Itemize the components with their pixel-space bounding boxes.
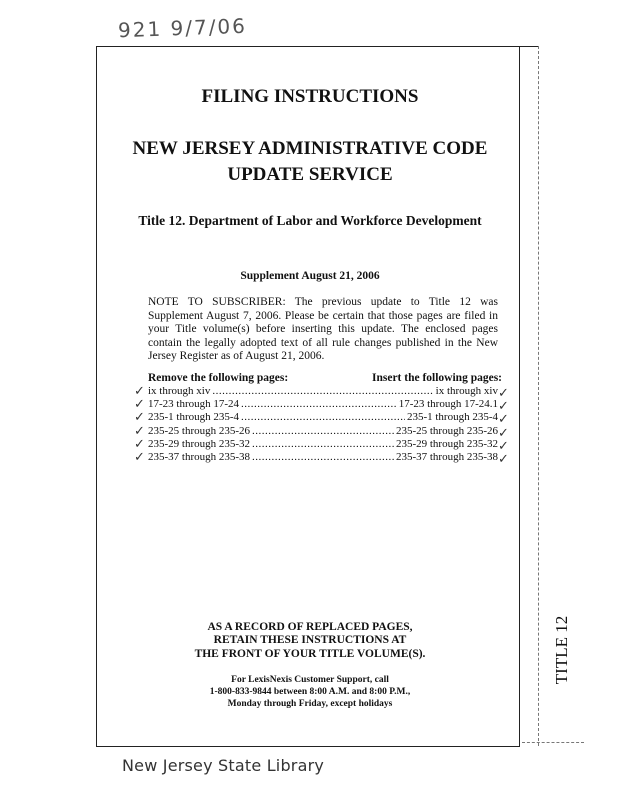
check-icon: ✓ bbox=[498, 385, 509, 400]
insert-range: 235-29 through 235-32 bbox=[395, 437, 498, 450]
side-tab-label: TITLE 12 bbox=[552, 615, 571, 685]
insert-pages-header: Insert the following pages: bbox=[372, 372, 503, 384]
tab-bottom-line bbox=[522, 742, 584, 743]
check-icon: ✓ bbox=[498, 411, 509, 427]
support-line-1: For LexisNexis Customer Support, call bbox=[231, 675, 389, 685]
dot-leader bbox=[252, 438, 394, 451]
check-icon: ✓ bbox=[498, 437, 509, 453]
remove-pages-header: Remove the following pages: bbox=[148, 372, 289, 384]
page-row bbox=[148, 451, 498, 464]
page-row bbox=[148, 411, 498, 424]
record-line-1: AS A RECORD OF REPLACED PAGES, bbox=[207, 621, 413, 633]
support-line-3: Monday through Friday, except holidays bbox=[227, 699, 393, 709]
check-icon: ✓ bbox=[498, 398, 509, 414]
check-icon: ✓ bbox=[134, 396, 145, 412]
remove-range: 235-37 through 235-38 bbox=[148, 451, 251, 464]
remove-range: 17-23 through 17-24 bbox=[148, 398, 240, 411]
frame-bottom-border bbox=[96, 746, 520, 747]
frame-top-border bbox=[96, 46, 538, 47]
check-icon: ✓ bbox=[134, 409, 145, 425]
insert-range: 17-23 through 17-24.1 bbox=[398, 398, 498, 411]
left-check-marks bbox=[134, 384, 145, 463]
check-icon: ✓ bbox=[498, 424, 509, 440]
remove-range: 235-25 through 235-26 bbox=[148, 424, 251, 437]
insert-range: 235-37 through 235-38 bbox=[395, 451, 498, 464]
handwritten-date: 921 9/7/06 bbox=[117, 13, 248, 43]
subscriber-note: NOTE TO SUBSCRIBER: The previous update to Title 12 was Supplement August 7, 2006. Please be certain that those pages are filed in your Title volume(s) before inserting this update. The enclosed pages contain the legally adopted text of all rule changes published in the New Jersey Register as of August 21, 2006. bbox=[148, 296, 498, 363]
right-check-marks bbox=[498, 386, 509, 465]
check-icon: ✓ bbox=[134, 449, 145, 465]
customer-support bbox=[100, 674, 520, 710]
remove-range: 235-29 through 235-32 bbox=[148, 437, 251, 450]
frame-left-border bbox=[96, 46, 97, 746]
page-list bbox=[148, 385, 498, 464]
check-icon: ✓ bbox=[134, 435, 145, 451]
check-icon: ✓ bbox=[498, 451, 509, 467]
record-line-2: RETAIN THESE INSTRUCTIONS AT bbox=[213, 634, 407, 647]
page-heading: FILING INSTRUCTIONS bbox=[201, 86, 419, 107]
dot-leader bbox=[241, 398, 397, 411]
title-line-2: UPDATE SERVICE bbox=[227, 164, 393, 185]
title-side-tab bbox=[532, 600, 592, 700]
check-icon: ✓ bbox=[134, 422, 145, 438]
dot-leader bbox=[252, 451, 394, 464]
insert-range: 235-25 through 235-26 bbox=[395, 424, 498, 437]
department-title: Title 12. Department of Labor and Workforce Development bbox=[138, 213, 482, 228]
record-line-3: THE FRONT OF YOUR TITLE VOLUME(S). bbox=[194, 647, 426, 660]
document-title bbox=[100, 136, 520, 188]
remove-range: ix through xiv bbox=[148, 385, 211, 397]
supplement-date: Supplement August 21, 2006 bbox=[240, 270, 380, 282]
library-stamp: New Jersey State Library bbox=[122, 756, 325, 775]
page-row bbox=[148, 438, 498, 451]
dot-leader bbox=[252, 425, 394, 438]
check-icon: ✓ bbox=[134, 383, 145, 398]
remove-range: 235-1 through 235-4 bbox=[148, 411, 240, 424]
support-line-2: 1-800-833-9844 between 8:00 A.M. and 8:00 P.M., bbox=[209, 687, 411, 697]
dot-leader bbox=[241, 411, 405, 424]
title-line-1: NEW JERSEY ADMINISTRATIVE CODE bbox=[132, 138, 488, 159]
record-instructions bbox=[100, 621, 520, 661]
page-row bbox=[148, 425, 498, 438]
insert-range: ix through xiv bbox=[435, 385, 498, 397]
dot-leader bbox=[212, 385, 433, 398]
page-row bbox=[148, 385, 498, 398]
insert-range: 235-1 through 235-4 bbox=[406, 411, 498, 424]
page-row bbox=[148, 398, 498, 411]
